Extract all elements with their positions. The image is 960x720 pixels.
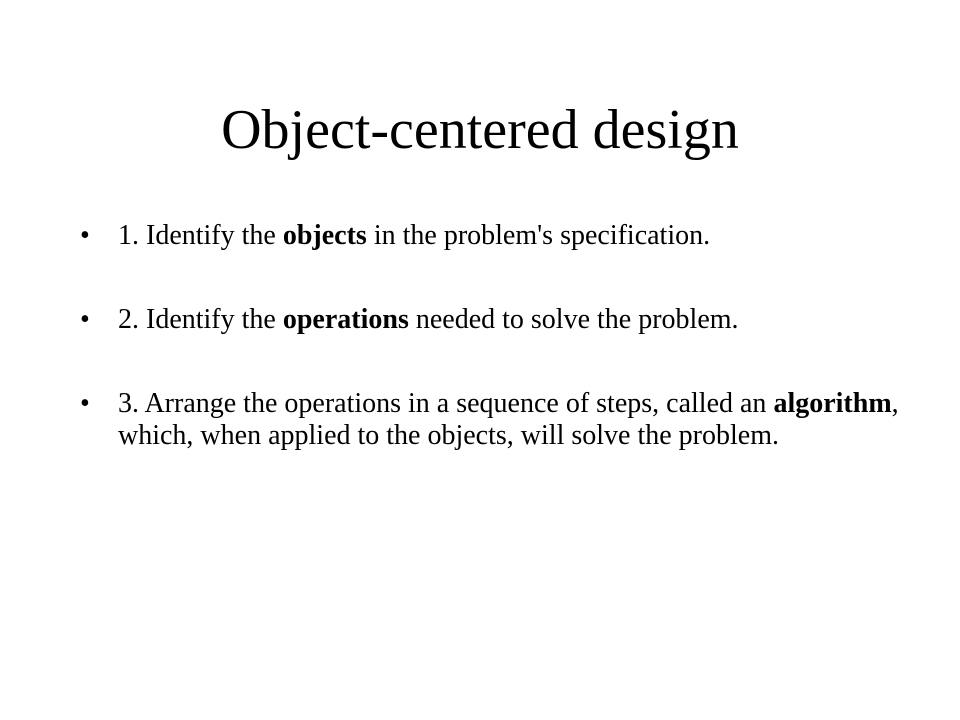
bullet-icon: • [80,388,90,419]
bullet-icon: • [80,220,90,251]
bullet-text [118,220,710,251]
bullet-keyword: operations [282,304,409,335]
bullet-list [80,220,900,504]
bullet-keyword: objects [282,220,367,251]
bullet-keyword: algorithm [773,388,892,419]
bullet-text-part: , which, when applied to the objects, will solve the problem. [118,388,899,451]
bullet-text [118,304,739,335]
bullet-text-part: needed to solve the problem. [408,304,739,335]
bullet-text [118,388,899,451]
bullet-text-part: 1. Identify the [118,220,283,251]
bullet-text-part: 2. Identify the [118,304,283,335]
bullet-item-objects [80,220,900,252]
bullet-item-algorithm [80,388,900,452]
slide-title: Object-centered design [221,99,739,161]
bullet-text-part: 3. Arrange the operations in a sequence of steps, called an [118,388,774,419]
bullet-item-operations [80,304,900,336]
bullet-icon: • [80,304,90,335]
bullet-text-part: in the problem's specification. [366,220,711,251]
